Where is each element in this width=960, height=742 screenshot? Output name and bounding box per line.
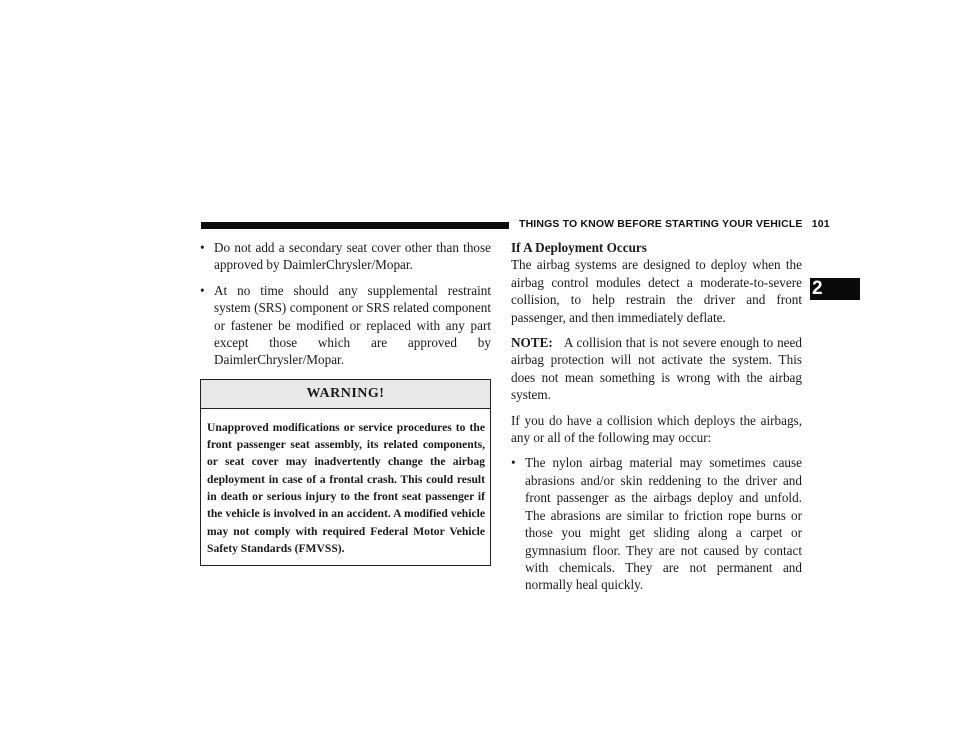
running-title: THINGS TO KNOW BEFORE STARTING YOUR VEHICLE [519, 218, 803, 230]
section-tab [810, 278, 860, 300]
running-header [519, 218, 830, 230]
list-item [511, 454, 802, 593]
section-number: 2 [812, 278, 823, 299]
left-column [200, 239, 491, 566]
section-heading: If A Deployment Occurs [511, 240, 647, 255]
warning-body: Unapproved modifications or service procedures to the front passenger seat assembly, its related components, or seat cover may inadvertently change the airbag deployment in case of a frontal crash. This could result in death or serious injury to the front seat passenger if the vehicle is involved in an accident. A modified vehicle may not comply with required Federal Motor Vehicle Safety Standards (FMVSS). [207, 420, 485, 555]
list-item-text: The nylon airbag material may sometimes cause abrasions and/or skin reddening to the driver and front passenger as the airbags deploy and unfold. The abrasions are similar to friction rope burns or those you might get sliding along a carpet or gymnasium floor. They are not caused by contact with chemicals. They are not permanent and normally heal quickly. [525, 455, 802, 593]
bullet-icon: • [200, 240, 205, 255]
warning-box [200, 379, 491, 566]
list-item [200, 239, 491, 274]
page-number: 101 [811, 218, 830, 230]
note-text: A collision that is not severe enough to need airbag protection will not activate the system. This does not mean something is wrong with the airbag system. [511, 335, 802, 403]
list-item-text: Do not add a secondary seat cover other than those approved by DaimlerChrysler/Mopar. [214, 240, 491, 273]
bullet-icon: • [200, 282, 205, 298]
collision-paragraph: If you do have a collision which deploys the airbags, any or all of the following may occur: [511, 412, 802, 446]
warning-title: WARNING! [201, 380, 490, 409]
intro-paragraph: The airbag systems are designed to deploy when the airbag control modules detect a moderate-to-severe collision, to help restrain the driver and front passenger, and then immediately deflate. [511, 257, 802, 325]
bullet-icon: • [511, 455, 516, 471]
list-item [200, 282, 491, 369]
note-label: NOTE: [511, 335, 553, 351]
list-item-text: At no time should any supplemental restraint system (SRS) component or SRS related component or fastener be modified or replaced with any part except those which are approved by DaimlerChrysler/Mopar. [214, 282, 491, 368]
right-column [511, 239, 802, 594]
header-rule [201, 222, 509, 229]
note-paragraph [511, 334, 802, 404]
